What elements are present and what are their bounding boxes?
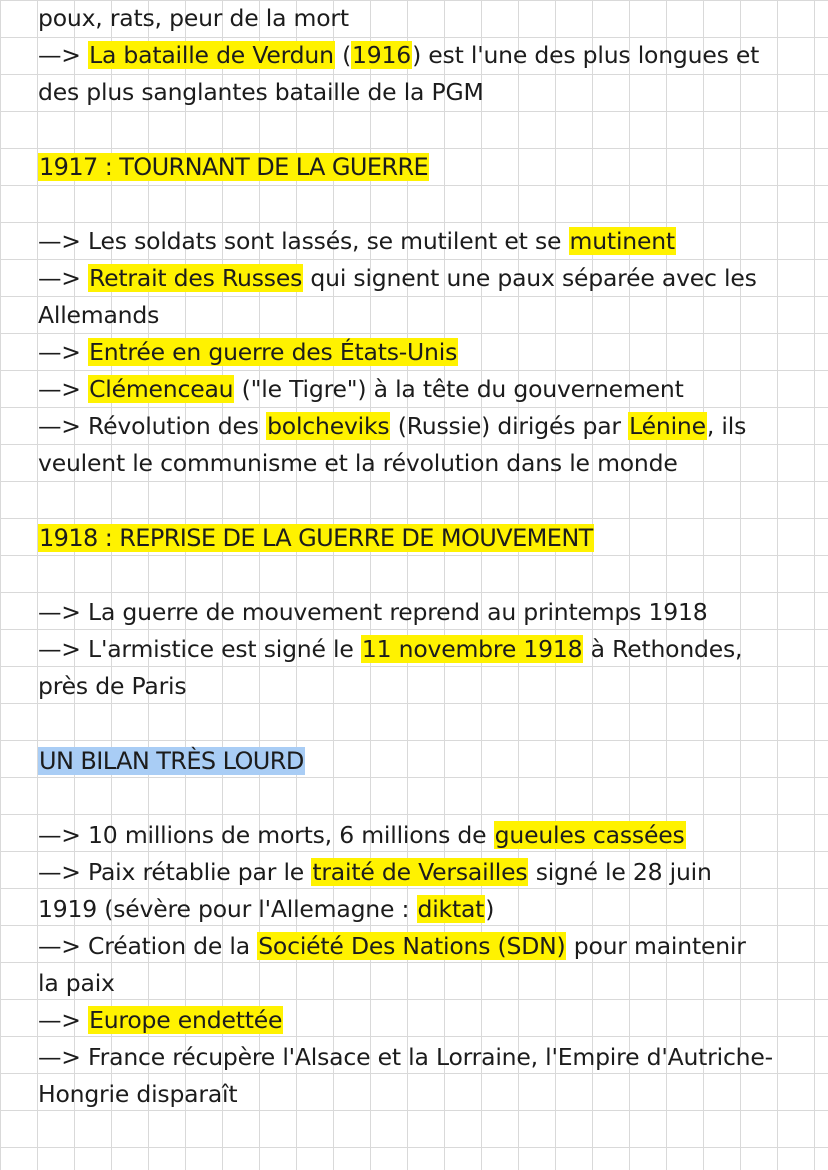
text: veulent le communisme et la révolution dans le monde [38,449,678,477]
text: —> La guerre de mouvement reprend au printemps 1918 [38,598,708,626]
highlight-1916: 1916 [352,41,412,69]
bilan-line-7 [38,1039,808,1076]
section-title-1918: 1918 : REPRISE DE LA GUERRE DE MOUVEMENT [39,524,593,552]
highlight-etats-unis: Entrée en guerre des États-Unis [89,338,458,366]
text: 1919 (sévère pour l'Allemagne : [38,895,417,923]
1918-line-2 [38,631,808,668]
text: ) est l'une des plus longues et [412,41,760,69]
highlight-diktat: diktat [417,895,485,923]
highlight-sdn: Société Des Nations (SDN) [258,932,566,960]
text: ( [334,41,352,69]
text: ("le Tigre") à la tête du gouvernement [234,375,684,403]
text: pour maintenir [566,932,746,960]
highlight-lenine: Lénine [629,412,706,440]
1918-line-3 [38,668,808,705]
1918-line-1 [38,594,808,631]
heading-bilan [38,743,808,780]
highlight-clemenceau: Clémenceau [89,375,234,403]
section-title-bilan: UN BILAN TRÈS LOURD [39,747,304,775]
bilan-line-6 [38,1002,808,1039]
text: —> L'armistice est signé le [38,635,361,663]
highlight-europe-endettee: Europe endettée [89,1006,283,1034]
bilan-line-4 [38,928,808,965]
arrow: —> [38,375,89,403]
intro-line-1 [38,0,808,37]
section-title-1917: 1917 : TOURNANT DE LA GUERRE [39,153,429,181]
verdun-line [38,37,808,74]
1917-line-4 [38,334,808,371]
1917-line-6 [38,408,808,445]
text: —> France récupère l'Alsace et la Lorraine, l'Empire d'Autriche- [38,1043,773,1071]
1917-line-1 [38,223,808,260]
highlight-bolcheviks: bolcheviks [267,412,390,440]
text: —> Création de la [38,932,258,960]
text: Allemands [38,301,160,329]
highlight-retrait: Retrait des Russes [89,264,303,292]
text: près de Paris [38,672,187,700]
intro-line-3 [38,74,808,111]
highlight-armistice-date: 11 novembre 1918 [361,635,583,663]
intro-text: poux, rats, peur de la mort [38,4,349,32]
text: ) [485,895,495,923]
bilan-line-8 [38,1076,808,1113]
arrow: —> [38,1006,89,1034]
1917-line-5 [38,371,808,408]
highlight-mutinent: mutinent [569,227,675,255]
text: signé le 28 juin [528,858,712,886]
1917-line-3 [38,297,808,334]
text: —> Paix rétablie par le [38,858,312,886]
highlight-versailles: traité de Versailles [312,858,528,886]
text: des plus sanglantes bataille de la PGM [38,78,484,106]
bilan-line-1 [38,817,808,854]
highlight-gueules-cassees: gueules cassées [494,821,685,849]
heading-1918 [38,520,808,557]
arrow: —> [38,338,89,366]
bilan-line-2 [38,854,808,891]
heading-1917 [38,149,808,186]
highlight-verdun: La bataille de Verdun [89,41,334,69]
text: Hongrie disparaît [38,1080,238,1108]
text: , ils [706,412,747,440]
arrow: —> [38,264,89,292]
1917-line-7 [38,445,808,482]
text: —> Révolution des [38,412,267,440]
text: (Russie) dirigés par [390,412,629,440]
bilan-line-3 [38,891,808,928]
text: à Rethondes, [583,635,743,663]
1917-line-2 [38,260,808,297]
text: —> 10 millions de morts, 6 millions de [38,821,494,849]
text: qui signent une paux séparée avec les [303,264,757,292]
arrow: —> [38,41,89,69]
text: —> Les soldats sont lassés, se mutilent et se [38,227,569,255]
bilan-line-5 [38,965,808,1002]
text: la paix [38,969,115,997]
